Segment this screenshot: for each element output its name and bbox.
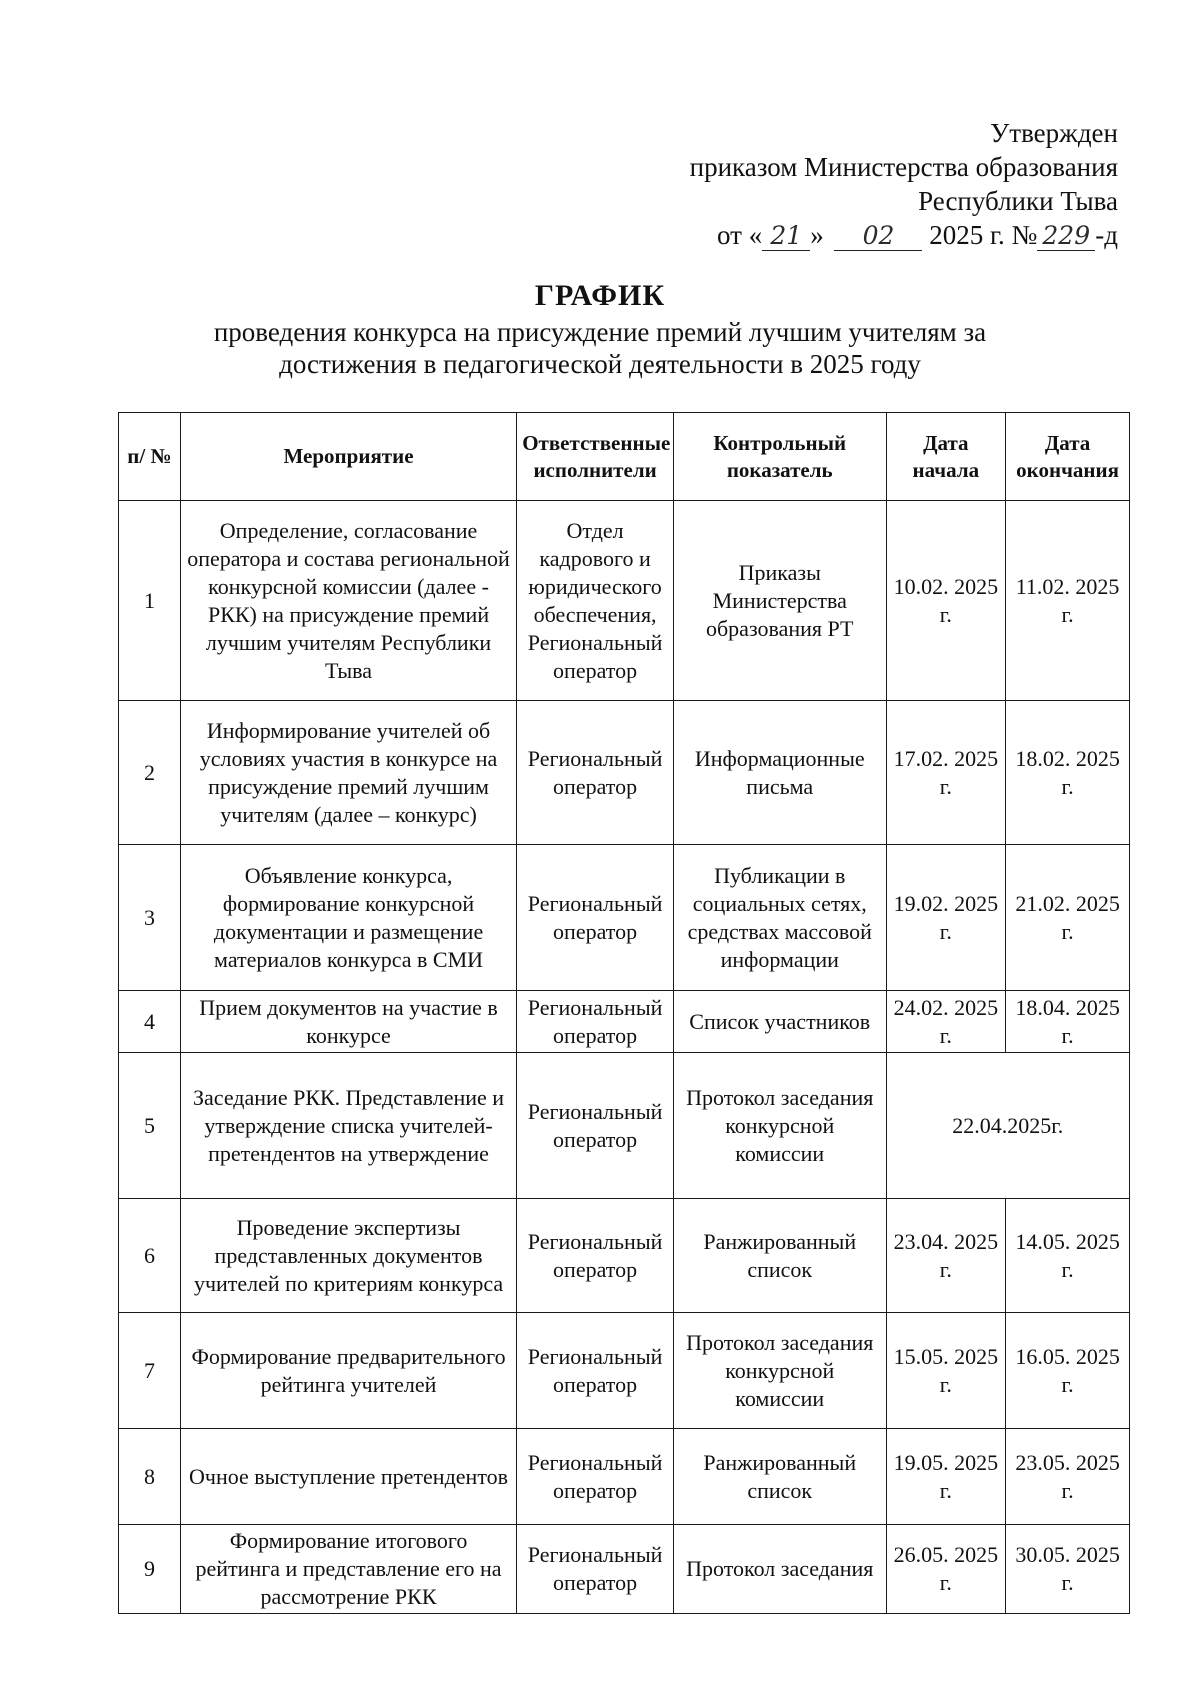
table-row: [119, 845, 1130, 991]
row-start-date: 10.02. 2025 г.: [886, 501, 1006, 701]
row-event: Формирование предварительного рейтинга учителей: [180, 1313, 516, 1429]
order-day-handwritten: 21: [762, 222, 810, 251]
order-year-text: 2025 г. №: [929, 220, 1038, 250]
approval-line-2: приказом Министерства образования: [689, 152, 1118, 182]
row-responsible: Отдел кадрового и юридического обеспечения, Региональный оператор: [517, 501, 674, 701]
row-indicator: Публикации в социальных сетях, средствах массовой информации: [673, 845, 886, 991]
row-event: Проведение экспертизы представленных документов учителей по критериям конкурса: [180, 1199, 516, 1313]
row-start-date: 15.05. 2025 г.: [886, 1313, 1006, 1429]
row-num: 1: [119, 501, 181, 701]
row-num: 9: [119, 1525, 181, 1614]
header-event: Мероприятие: [180, 413, 516, 501]
row-indicator: Ранжированный список: [673, 1429, 886, 1525]
row-event: Информирование учителей об условиях участия в конкурсе на присуждение премий лучшим учителям (далее – конкурс): [180, 701, 516, 845]
table-row: [119, 1313, 1130, 1429]
row-start-date: 19.05. 2025 г.: [886, 1429, 1006, 1525]
row-start-date: 23.04. 2025 г.: [886, 1199, 1006, 1313]
order-number-handwritten: 229: [1037, 222, 1095, 251]
row-event: Определение, согласование оператора и состава региональной конкурсной комиссии (далее - РКК) на присуждение премий лучшим учителям Республики Тыва: [180, 501, 516, 701]
table-row: [119, 1053, 1130, 1199]
row-start-date: 19.02. 2025 г.: [886, 845, 1006, 991]
row-event: Формирование итогового рейтинга и представление его на рассмотрение РКК: [180, 1525, 516, 1614]
schedule-table: [118, 412, 1130, 1614]
approval-order-line: [690, 218, 1118, 252]
row-num: 7: [119, 1313, 181, 1429]
row-responsible: Региональный оператор: [517, 845, 674, 991]
row-end-date: 16.05. 2025 г.: [1006, 1313, 1130, 1429]
row-responsible: Региональный оператор: [517, 991, 674, 1053]
row-responsible: Региональный оператор: [517, 1313, 674, 1429]
header-num: п/ №: [119, 413, 181, 501]
approval-line-1: Утвержден: [990, 118, 1118, 148]
header-indicator: Контрольный показатель: [673, 413, 886, 501]
row-responsible: Региональный оператор: [517, 1525, 674, 1614]
order-number-suffix: -д: [1095, 220, 1118, 250]
document-subtitle: проведения конкурса на присуждение премий лучшим учителям за достижения в педагогической деятельности в 2025 году: [213, 317, 987, 379]
row-end-date: 23.05. 2025 г.: [1006, 1429, 1130, 1525]
row-indicator: Ранжированный список: [673, 1199, 886, 1313]
row-num: 6: [119, 1199, 181, 1313]
table-row: [119, 701, 1130, 845]
row-num: 2: [119, 701, 181, 845]
row-responsible: Региональный оператор: [517, 1429, 674, 1525]
row-end-date: 11.02. 2025 г.: [1006, 501, 1130, 701]
row-event: Прием документов на участие в конкурсе: [180, 991, 516, 1053]
row-event: Объявление конкурса, формирование конкурсной документации и размещение материалов конкурса в СМИ: [180, 845, 516, 991]
row-start-date: 26.05. 2025 г.: [886, 1525, 1006, 1614]
row-responsible: Региональный оператор: [517, 701, 674, 845]
table-row: [119, 991, 1130, 1053]
row-start-date: 24.02. 2025 г.: [886, 991, 1006, 1053]
approval-stamp: [690, 116, 1118, 252]
row-end-date: 30.05. 2025 г.: [1006, 1525, 1130, 1614]
table-row: [119, 1199, 1130, 1313]
header-end: Дата окончания: [1006, 413, 1130, 501]
row-indicator: Информационные письма: [673, 701, 886, 845]
document-heading: [0, 276, 1200, 380]
row-date-merged: 22.04.2025г.: [886, 1053, 1130, 1199]
row-indicator: Протокол заседания конкурсной комиссии: [673, 1313, 886, 1429]
row-num: 3: [119, 845, 181, 991]
header-start: Дата начала: [886, 413, 1006, 501]
row-event: Очное выступление претендентов: [180, 1429, 516, 1525]
row-indicator: Приказы Министерства образования РТ: [673, 501, 886, 701]
row-end-date: 21.02. 2025 г.: [1006, 845, 1130, 991]
order-date-mid: »: [810, 220, 824, 250]
row-num: 4: [119, 991, 181, 1053]
header-responsible: Ответственные исполнители: [517, 413, 674, 501]
row-start-date: 17.02. 2025 г.: [886, 701, 1006, 845]
row-end-date: 18.04. 2025 г.: [1006, 991, 1130, 1053]
approval-line-3: Республики Тыва: [918, 186, 1118, 216]
row-responsible: Региональный оператор: [517, 1053, 674, 1199]
row-event: Заседание РКК. Представление и утверждение списка учителей-претендентов на утверждение: [180, 1053, 516, 1199]
table-header-row: [119, 413, 1130, 501]
table-row: [119, 501, 1130, 701]
order-month-handwritten: 02: [834, 222, 922, 251]
order-date-prefix: от «: [717, 220, 763, 250]
row-indicator: Список участников: [673, 991, 886, 1053]
row-end-date: 18.02. 2025 г.: [1006, 701, 1130, 845]
row-num: 5: [119, 1053, 181, 1199]
table-row: [119, 1525, 1130, 1614]
table-row: [119, 1429, 1130, 1525]
row-end-date: 14.05. 2025 г.: [1006, 1199, 1130, 1313]
row-num: 8: [119, 1429, 181, 1525]
row-responsible: Региональный оператор: [517, 1199, 674, 1313]
document-title: ГРАФИК: [534, 279, 666, 312]
row-indicator: Протокол заседания: [673, 1525, 886, 1614]
row-indicator: Протокол заседания конкурсной комиссии: [673, 1053, 886, 1199]
